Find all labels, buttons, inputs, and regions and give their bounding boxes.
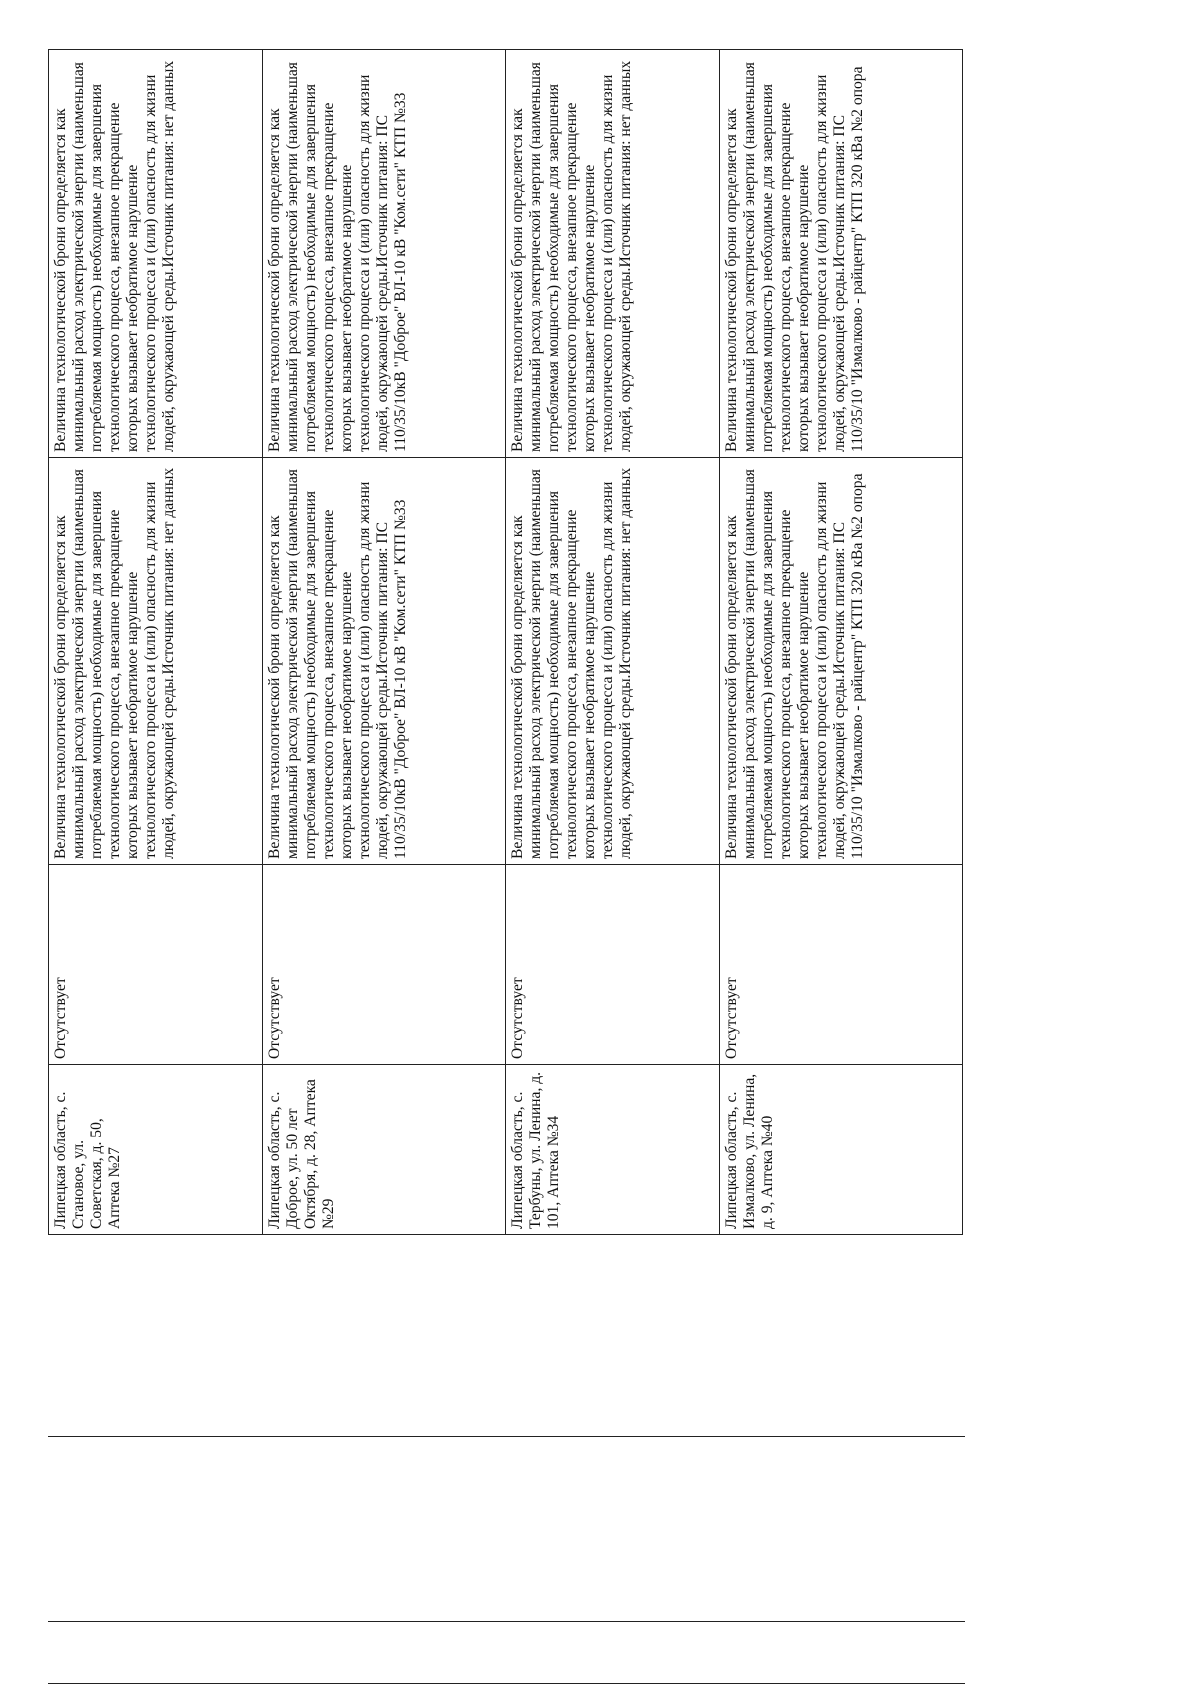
emergency-reserve-cell: Величина технологической брони определяется как минимальный расход электрической энергии (наименьшая потребляемая мощность) необходимые для завершения технологического процесса, внезапное прекращение которых вызывает необратимое нарушение технологического процесса и (или) опасность для жизни людей, окружающей среды.Источник питания: ПС 110/35/10 "Измалково - райцентр" КТП 320 кВа №2 опора [720,50,963,458]
table-row [505,50,719,1235]
generation-cell: Отсутствует [49,865,263,1065]
horizontal-rule [48,1683,965,1684]
tech-reserve-cell: Величина технологической брони определяется как минимальный расход электрической энергии (наименьшая потребляемая мощность) необходимые для завершения технологического процесса, внезапное прекращение которых вызывает необратимое нарушение технологического процесса и (или) опасность для жизни людей, окружающей среды.Источник питания: ПС 110/35/10кВ "Доброе" ВЛ-10 кВ "Ком.сети" КТП №33 [263,458,506,865]
table-row [49,50,263,1235]
emergency-reserve-cell: Величина технологической брони определяется как минимальный расход электрической энергии (наименьшая потребляемая мощность) необходимые для завершения технологического процесса, внезапное прекращение которых вызывает необратимое нарушение технологического процесса и (или) опасность для жизни людей, окружающей среды.Источник питания: ПС 110/35/10кВ "Доброе" ВЛ-10 кВ "Ком.сети" КТП №33 [263,50,506,458]
emergency-reserve-cell: Величина технологической брони определяется как минимальный расход электрической энергии (наименьшая потребляемая мощность) необходимые для завершения технологического процесса, внезапное прекращение которых вызывает необратимое нарушение технологического процесса и (или) опасность для жизни людей, окружающей среды.Источник питания: нет данных [49,50,263,458]
tech-reserve-cell: Величина технологической брони определяется как минимальный расход электрической энергии (наименьшая потребляемая мощность) необходимые для завершения технологического процесса, внезапное прекращение которых вызывает необратимое нарушение технологического процесса и (или) опасность для жизни людей, окружающей среды.Источник питания: нет данных [505,458,719,865]
address-cell: Липецкая область, с. Тербуны, ул. Ленина, д. 101, Аптека №34 [505,1065,719,1235]
reserve-table [48,49,963,1235]
emergency-reserve-cell: Величина технологической брони определяется как минимальный расход электрической энергии (наименьшая потребляемая мощность) необходимые для завершения технологического процесса, внезапное прекращение которых вызывает необратимое нарушение технологического процесса и (или) опасность для жизни людей, окружающей среды.Источник питания: нет данных [505,50,719,458]
horizontal-rule [48,1621,965,1622]
tech-reserve-cell: Величина технологической брони определяется как минимальный расход электрической энергии (наименьшая потребляемая мощность) необходимые для завершения технологического процесса, внезапное прекращение которых вызывает необратимое нарушение технологического процесса и (или) опасность для жизни людей, окружающей среды.Источник питания: нет данных [49,458,263,865]
rotated-page-content [48,50,963,1235]
address-cell: Липецкая область, с. Доброе, ул. 50 лет Октября, д. 28, Аптека №29 [263,1065,506,1235]
horizontal-rule [48,1436,965,1437]
address-cell: Липецкая область, с. Становое, ул. Советская, д. 50, Аптека №27 [49,1065,263,1235]
address-cell: Липецкая область, с. Измалково, ул. Ленина, д. 9, Аптека №40 [720,1065,963,1235]
table-row [263,50,506,1235]
generation-cell: Отсутствует [263,865,506,1065]
table-row [720,50,963,1235]
generation-cell: Отсутствует [720,865,963,1065]
generation-cell: Отсутствует [505,865,719,1065]
tech-reserve-cell: Величина технологической брони определяется как минимальный расход электрической энергии (наименьшая потребляемая мощность) необходимые для завершения технологического процесса, внезапное прекращение которых вызывает необратимое нарушение технологического процесса и (или) опасность для жизни людей, окружающей среды.Источник питания: ПС 110/35/10 "Измалково - райцентр" КТП 320 кВа №2 опора [720,458,963,865]
